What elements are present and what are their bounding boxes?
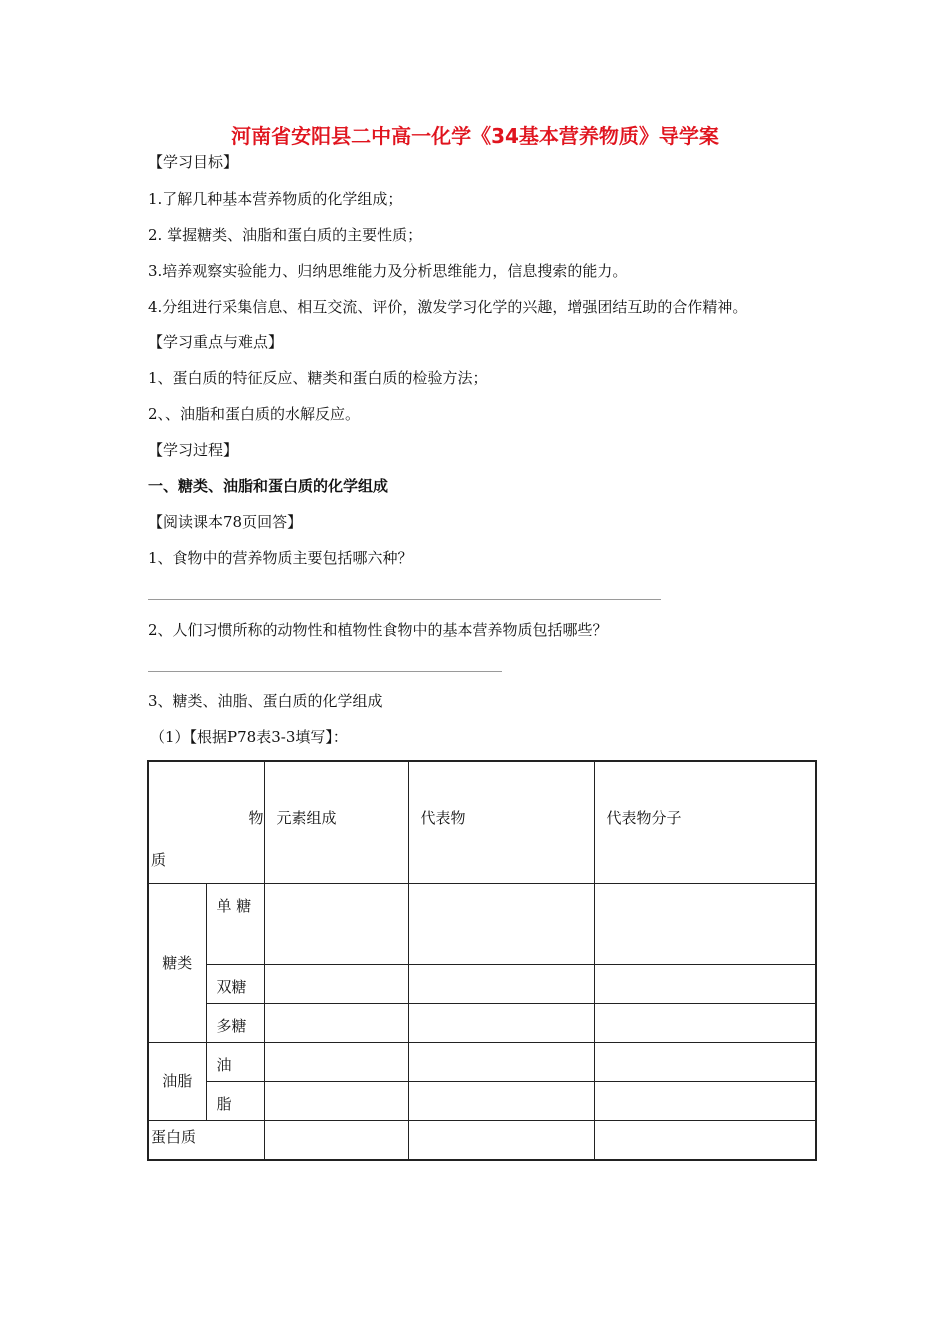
cell-input[interactable] [594, 883, 816, 964]
row-label-protein: 蛋白质 [148, 1120, 264, 1160]
cell-input[interactable] [264, 1120, 408, 1160]
cell-input[interactable] [264, 1081, 408, 1120]
answer-line-2[interactable] [148, 671, 502, 672]
row-label-fat: 脂 [206, 1081, 264, 1120]
cell-input[interactable] [264, 883, 408, 964]
row-label-polysaccharide: 多糖 [206, 1003, 264, 1042]
answer-line-1[interactable] [148, 599, 661, 600]
header-zhi: 质 [151, 851, 167, 869]
read-prompt: 【阅读课本78页回答】 [148, 513, 303, 531]
cell-input[interactable] [408, 883, 594, 964]
part1-heading: 一、糖类、油脂和蛋白质的化学组成 [148, 477, 389, 495]
goal-4: 4.分组进行采集信息、相互交流、评价，激发学习化学的兴趣，增强团结互助的合作精神。 [148, 298, 748, 316]
goal-3: 3.培养观察实验能力、归纳思维能力及分析思维能力，信息搜索的能力。 [148, 262, 628, 280]
key-2: 2、、油脂和蛋白质的水解反应。 [148, 405, 361, 423]
cell-input[interactable] [264, 1042, 408, 1081]
cell-input[interactable] [594, 964, 816, 1003]
cell-input[interactable] [408, 1042, 594, 1081]
cell-input[interactable] [408, 1081, 594, 1120]
question-1: 1、食物中的营养物质主要包括哪六种？ [148, 549, 413, 567]
header-substance-cell [148, 761, 264, 883]
cell-input[interactable] [408, 1120, 594, 1160]
row-label-oil: 油 [206, 1042, 264, 1081]
key-header: 【学习重点与难点】 [148, 333, 284, 351]
header-wu: 物 [248, 809, 264, 827]
question-3: 3、糖类、油脂、蛋白质的化学组成 [148, 692, 383, 710]
cell-input[interactable] [594, 1081, 816, 1120]
page-title: 河南省安阳县二中高一化学《34基本营养物质》导学案 [231, 124, 719, 148]
header-elements: 元素组成 [264, 761, 408, 883]
header-molecule: 代表物分子 [594, 761, 816, 883]
composition-table [147, 760, 817, 1161]
cell-input[interactable] [408, 964, 594, 1003]
fill-prompt: （1）【根据P78表3-3填写】： [150, 728, 348, 746]
question-2: 2、人们习惯所称的动物性和植物性食物中的基本营养物质包括哪些？ [148, 621, 608, 639]
group-sugar: 糖类 [148, 883, 206, 1042]
cell-input[interactable] [594, 1003, 816, 1042]
cell-input[interactable] [264, 964, 408, 1003]
row-label-disaccharide: 双糖 [206, 964, 264, 1003]
cell-input[interactable] [594, 1042, 816, 1081]
goal-1: 1.了解几种基本营养物质的化学组成； [148, 190, 403, 208]
key-1: 1、蛋白质的特征反应、糖类和蛋白质的检验方法； [148, 369, 488, 387]
process-header: 【学习过程】 [148, 441, 239, 459]
header-representative: 代表物 [408, 761, 594, 883]
group-fat: 油脂 [148, 1042, 206, 1120]
cell-input[interactable] [408, 1003, 594, 1042]
cell-input[interactable] [594, 1120, 816, 1160]
goals-header: 【学习目标】 [148, 153, 239, 171]
goal-2: 2. 掌握糖类、油脂和蛋白质的主要性质； [148, 226, 423, 244]
row-label-monosaccharide: 单 糖 [206, 883, 264, 964]
cell-input[interactable] [264, 1003, 408, 1042]
